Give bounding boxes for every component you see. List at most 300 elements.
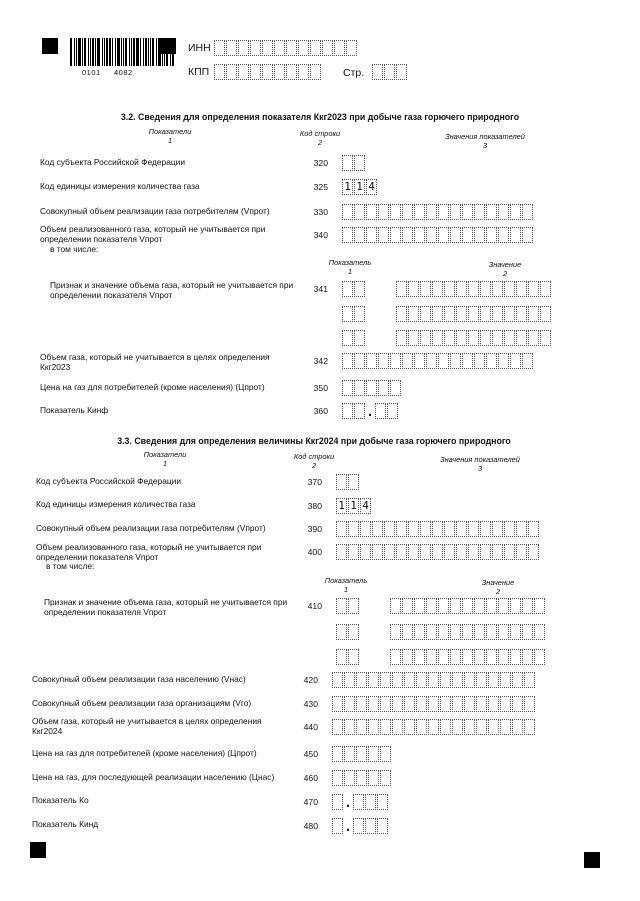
char-cell[interactable]: [504, 306, 515, 322]
char-cell[interactable]: [368, 672, 379, 688]
char-cell[interactable]: [402, 649, 413, 665]
char-cell[interactable]: [414, 624, 425, 640]
char-cell[interactable]: [214, 64, 225, 80]
char-cell[interactable]: [404, 672, 415, 688]
char-cell[interactable]: [346, 40, 357, 56]
char-cell[interactable]: [476, 696, 487, 712]
char-cell[interactable]: [344, 719, 355, 735]
char-cell[interactable]: [336, 598, 347, 614]
char-cell[interactable]: [365, 818, 376, 834]
char-cell[interactable]: [420, 544, 431, 560]
row-370-field[interactable]: [336, 474, 360, 490]
row-341-value-2[interactable]: [396, 306, 552, 322]
char-cell[interactable]: [450, 204, 461, 220]
char-cell[interactable]: [332, 770, 343, 786]
char-cell[interactable]: [438, 598, 449, 614]
char-cell[interactable]: [456, 544, 467, 560]
char-cell[interactable]: [274, 40, 285, 56]
char-cell[interactable]: [238, 64, 249, 80]
char-cell[interactable]: [534, 598, 545, 614]
char-cell[interactable]: [516, 330, 527, 346]
char-cell[interactable]: [474, 598, 485, 614]
char-cell[interactable]: [456, 306, 467, 322]
char-cell[interactable]: [510, 649, 521, 665]
char-cell[interactable]: [262, 40, 273, 56]
char-cell[interactable]: [516, 544, 527, 560]
char-cell[interactable]: [474, 353, 485, 369]
char-cell[interactable]: [332, 719, 343, 735]
char-cell[interactable]: [366, 353, 377, 369]
char-cell[interactable]: [356, 696, 367, 712]
char-cell[interactable]: [380, 746, 391, 762]
row-400-field[interactable]: [336, 544, 540, 560]
char-cell[interactable]: [384, 521, 395, 537]
char-cell[interactable]: [214, 40, 225, 56]
row-420-field[interactable]: [332, 672, 536, 688]
inn-field[interactable]: [214, 40, 358, 56]
char-cell[interactable]: [468, 544, 479, 560]
char-cell[interactable]: 1: [354, 179, 365, 195]
char-cell[interactable]: [468, 521, 479, 537]
char-cell[interactable]: [488, 719, 499, 735]
char-cell[interactable]: [392, 719, 403, 735]
char-cell[interactable]: [414, 227, 425, 243]
char-cell[interactable]: [440, 696, 451, 712]
char-cell[interactable]: [510, 353, 521, 369]
char-cell[interactable]: [462, 353, 473, 369]
char-cell[interactable]: [336, 649, 347, 665]
char-cell[interactable]: [440, 672, 451, 688]
char-cell[interactable]: [492, 330, 503, 346]
char-cell[interactable]: [504, 281, 515, 297]
char-cell[interactable]: [428, 719, 439, 735]
char-cell[interactable]: [342, 306, 353, 322]
char-cell[interactable]: [476, 719, 487, 735]
char-cell[interactable]: [420, 281, 431, 297]
char-cell[interactable]: [492, 544, 503, 560]
char-cell[interactable]: 1: [348, 498, 359, 514]
char-cell[interactable]: [528, 544, 539, 560]
page-number-field[interactable]: [372, 64, 408, 80]
char-cell[interactable]: [420, 521, 431, 537]
char-cell[interactable]: [402, 353, 413, 369]
char-cell[interactable]: [486, 624, 497, 640]
char-cell[interactable]: [444, 306, 455, 322]
char-cell[interactable]: [336, 544, 347, 560]
char-cell[interactable]: [510, 598, 521, 614]
row-342-field[interactable]: [342, 353, 534, 369]
char-cell[interactable]: [428, 696, 439, 712]
char-cell[interactable]: [322, 40, 333, 56]
char-cell[interactable]: [392, 696, 403, 712]
char-cell[interactable]: [250, 40, 261, 56]
char-cell[interactable]: [438, 204, 449, 220]
char-cell[interactable]: [528, 281, 539, 297]
char-cell[interactable]: [504, 521, 515, 537]
char-cell[interactable]: [408, 281, 419, 297]
row-410-sign-3[interactable]: [336, 649, 360, 665]
char-cell[interactable]: [432, 281, 443, 297]
char-cell[interactable]: [342, 380, 353, 396]
row-341-sign-2[interactable]: [342, 306, 366, 322]
char-cell[interactable]: [342, 403, 353, 419]
char-cell[interactable]: [396, 521, 407, 537]
char-cell[interactable]: [512, 696, 523, 712]
char-cell[interactable]: [390, 353, 401, 369]
char-cell[interactable]: [500, 696, 511, 712]
char-cell[interactable]: [375, 403, 386, 419]
row-410-value-1[interactable]: [390, 598, 546, 614]
kpp-field[interactable]: [214, 64, 322, 80]
char-cell[interactable]: [402, 204, 413, 220]
char-cell[interactable]: [540, 306, 551, 322]
char-cell[interactable]: 4: [366, 179, 377, 195]
char-cell[interactable]: [462, 204, 473, 220]
row-325-field[interactable]: [342, 179, 378, 195]
char-cell[interactable]: [390, 380, 401, 396]
row-390-field[interactable]: [336, 521, 540, 537]
char-cell[interactable]: [262, 64, 273, 80]
char-cell[interactable]: [348, 521, 359, 537]
char-cell[interactable]: [524, 672, 535, 688]
char-cell[interactable]: [486, 227, 497, 243]
char-cell[interactable]: [353, 818, 364, 834]
char-cell[interactable]: [534, 649, 545, 665]
row-440-field[interactable]: [332, 719, 536, 735]
char-cell[interactable]: [504, 544, 515, 560]
char-cell[interactable]: [450, 649, 461, 665]
char-cell[interactable]: [348, 624, 359, 640]
char-cell[interactable]: [368, 746, 379, 762]
row-480-field[interactable]: [332, 818, 389, 834]
char-cell[interactable]: [480, 521, 491, 537]
char-cell[interactable]: [372, 544, 383, 560]
char-cell[interactable]: [342, 227, 353, 243]
char-cell[interactable]: [524, 696, 535, 712]
char-cell[interactable]: [500, 719, 511, 735]
char-cell[interactable]: [238, 40, 249, 56]
char-cell[interactable]: [528, 521, 539, 537]
row-410-sign-1[interactable]: [336, 598, 360, 614]
char-cell[interactable]: [332, 794, 343, 810]
row-410-value-2[interactable]: [390, 624, 546, 640]
row-450-field[interactable]: [332, 746, 392, 762]
char-cell[interactable]: [250, 64, 261, 80]
char-cell[interactable]: [420, 330, 431, 346]
row-341-sign-1[interactable]: [342, 281, 366, 297]
char-cell[interactable]: [432, 544, 443, 560]
char-cell[interactable]: [432, 330, 443, 346]
char-cell[interactable]: [368, 719, 379, 735]
char-cell[interactable]: [416, 672, 427, 688]
row-341-sign-3[interactable]: [342, 330, 366, 346]
char-cell[interactable]: [396, 281, 407, 297]
char-cell[interactable]: [474, 624, 485, 640]
row-341-value-3[interactable]: [396, 330, 552, 346]
char-cell[interactable]: [354, 227, 365, 243]
row-360-field[interactable]: [342, 403, 399, 419]
char-cell[interactable]: [474, 649, 485, 665]
char-cell[interactable]: [408, 544, 419, 560]
char-cell[interactable]: [342, 281, 353, 297]
char-cell[interactable]: [396, 306, 407, 322]
char-cell[interactable]: [522, 624, 533, 640]
row-410-sign-2[interactable]: [336, 624, 360, 640]
char-cell[interactable]: [354, 155, 365, 171]
row-460-field[interactable]: [332, 770, 392, 786]
char-cell[interactable]: [456, 521, 467, 537]
char-cell[interactable]: [366, 380, 377, 396]
char-cell[interactable]: [450, 624, 461, 640]
char-cell[interactable]: [540, 281, 551, 297]
char-cell[interactable]: [522, 227, 533, 243]
char-cell[interactable]: [360, 544, 371, 560]
char-cell[interactable]: [390, 227, 401, 243]
char-cell[interactable]: [486, 598, 497, 614]
char-cell[interactable]: [354, 403, 365, 419]
char-cell[interactable]: [512, 672, 523, 688]
char-cell[interactable]: [377, 794, 388, 810]
char-cell[interactable]: [522, 204, 533, 220]
char-cell[interactable]: [498, 353, 509, 369]
char-cell[interactable]: [390, 598, 401, 614]
char-cell[interactable]: [384, 544, 395, 560]
char-cell[interactable]: [226, 64, 237, 80]
char-cell[interactable]: [522, 353, 533, 369]
char-cell[interactable]: [298, 64, 309, 80]
char-cell[interactable]: [450, 598, 461, 614]
char-cell[interactable]: [354, 204, 365, 220]
char-cell[interactable]: [372, 521, 383, 537]
char-cell[interactable]: [486, 649, 497, 665]
char-cell[interactable]: [510, 204, 521, 220]
char-cell[interactable]: [450, 227, 461, 243]
char-cell[interactable]: [528, 306, 539, 322]
char-cell[interactable]: [372, 64, 383, 80]
char-cell[interactable]: [408, 330, 419, 346]
row-330-field[interactable]: [342, 204, 534, 220]
char-cell[interactable]: [426, 204, 437, 220]
char-cell[interactable]: [522, 598, 533, 614]
char-cell[interactable]: [456, 281, 467, 297]
char-cell[interactable]: [444, 521, 455, 537]
char-cell[interactable]: [348, 598, 359, 614]
char-cell[interactable]: [354, 306, 365, 322]
char-cell[interactable]: [426, 598, 437, 614]
char-cell[interactable]: [390, 649, 401, 665]
char-cell[interactable]: [416, 719, 427, 735]
char-cell[interactable]: [310, 40, 321, 56]
char-cell[interactable]: [344, 672, 355, 688]
char-cell[interactable]: [354, 353, 365, 369]
char-cell[interactable]: [492, 281, 503, 297]
char-cell[interactable]: [380, 672, 391, 688]
char-cell[interactable]: [468, 281, 479, 297]
char-cell[interactable]: [368, 696, 379, 712]
char-cell[interactable]: [404, 719, 415, 735]
char-cell[interactable]: [498, 624, 509, 640]
char-cell[interactable]: [332, 746, 343, 762]
char-cell[interactable]: [360, 521, 371, 537]
char-cell[interactable]: [480, 544, 491, 560]
char-cell[interactable]: [524, 719, 535, 735]
char-cell[interactable]: [498, 598, 509, 614]
char-cell[interactable]: [342, 155, 353, 171]
char-cell[interactable]: [414, 598, 425, 614]
char-cell[interactable]: [354, 330, 365, 346]
char-cell[interactable]: [420, 306, 431, 322]
char-cell[interactable]: [426, 353, 437, 369]
char-cell[interactable]: [408, 306, 419, 322]
char-cell[interactable]: [534, 624, 545, 640]
char-cell[interactable]: [462, 227, 473, 243]
char-cell[interactable]: [510, 624, 521, 640]
char-cell[interactable]: [452, 719, 463, 735]
char-cell[interactable]: [356, 746, 367, 762]
char-cell[interactable]: [498, 204, 509, 220]
char-cell[interactable]: [516, 521, 527, 537]
char-cell[interactable]: [310, 64, 321, 80]
char-cell[interactable]: [344, 696, 355, 712]
char-cell[interactable]: [468, 330, 479, 346]
char-cell[interactable]: [366, 204, 377, 220]
char-cell[interactable]: [464, 696, 475, 712]
row-410-value-3[interactable]: [390, 649, 546, 665]
char-cell[interactable]: [468, 306, 479, 322]
char-cell[interactable]: [504, 330, 515, 346]
char-cell[interactable]: [298, 40, 309, 56]
char-cell[interactable]: [492, 521, 503, 537]
char-cell[interactable]: [440, 719, 451, 735]
char-cell[interactable]: [348, 544, 359, 560]
char-cell[interactable]: [396, 64, 407, 80]
char-cell[interactable]: [414, 353, 425, 369]
char-cell[interactable]: [528, 330, 539, 346]
char-cell[interactable]: [432, 521, 443, 537]
char-cell[interactable]: [516, 306, 527, 322]
char-cell[interactable]: [332, 696, 343, 712]
char-cell[interactable]: [438, 353, 449, 369]
char-cell[interactable]: [368, 770, 379, 786]
char-cell[interactable]: [354, 281, 365, 297]
char-cell[interactable]: [408, 521, 419, 537]
row-350-field[interactable]: [342, 380, 402, 396]
char-cell[interactable]: [432, 306, 443, 322]
char-cell[interactable]: [332, 672, 343, 688]
char-cell[interactable]: [378, 204, 389, 220]
char-cell[interactable]: [396, 330, 407, 346]
char-cell[interactable]: [378, 353, 389, 369]
char-cell[interactable]: 4: [360, 498, 371, 514]
char-cell[interactable]: [452, 672, 463, 688]
char-cell[interactable]: [336, 624, 347, 640]
char-cell[interactable]: [402, 624, 413, 640]
char-cell[interactable]: [384, 64, 395, 80]
char-cell[interactable]: [402, 598, 413, 614]
char-cell[interactable]: [377, 818, 388, 834]
char-cell[interactable]: [387, 403, 398, 419]
char-cell[interactable]: [488, 696, 499, 712]
char-cell[interactable]: [342, 204, 353, 220]
char-cell[interactable]: [464, 719, 475, 735]
char-cell[interactable]: [444, 544, 455, 560]
char-cell[interactable]: [476, 672, 487, 688]
char-cell[interactable]: [474, 204, 485, 220]
char-cell[interactable]: [380, 770, 391, 786]
char-cell[interactable]: [438, 227, 449, 243]
char-cell[interactable]: [498, 227, 509, 243]
char-cell[interactable]: [226, 40, 237, 56]
char-cell[interactable]: [354, 380, 365, 396]
char-cell[interactable]: [336, 474, 347, 490]
char-cell[interactable]: [522, 649, 533, 665]
char-cell[interactable]: [498, 649, 509, 665]
char-cell[interactable]: [486, 204, 497, 220]
char-cell[interactable]: 1: [342, 179, 353, 195]
char-cell[interactable]: [404, 696, 415, 712]
char-cell[interactable]: [414, 649, 425, 665]
row-320-field[interactable]: [342, 155, 366, 171]
char-cell[interactable]: [540, 330, 551, 346]
char-cell[interactable]: [390, 624, 401, 640]
char-cell[interactable]: [348, 474, 359, 490]
char-cell[interactable]: [378, 380, 389, 396]
char-cell[interactable]: [488, 672, 499, 688]
char-cell[interactable]: [480, 281, 491, 297]
char-cell[interactable]: [356, 719, 367, 735]
char-cell[interactable]: [426, 624, 437, 640]
char-cell[interactable]: [344, 770, 355, 786]
char-cell[interactable]: [452, 696, 463, 712]
row-340-field[interactable]: [342, 227, 534, 243]
char-cell[interactable]: [380, 719, 391, 735]
row-470-field[interactable]: [332, 794, 389, 810]
char-cell[interactable]: [353, 794, 364, 810]
char-cell[interactable]: [450, 353, 461, 369]
char-cell[interactable]: [462, 649, 473, 665]
row-341-value-1[interactable]: [396, 281, 552, 297]
char-cell[interactable]: [356, 672, 367, 688]
char-cell[interactable]: [342, 353, 353, 369]
char-cell[interactable]: [274, 64, 285, 80]
char-cell[interactable]: [456, 330, 467, 346]
char-cell[interactable]: [286, 64, 297, 80]
char-cell[interactable]: [462, 624, 473, 640]
char-cell[interactable]: [332, 818, 343, 834]
row-380-field[interactable]: [336, 498, 372, 514]
char-cell[interactable]: [486, 353, 497, 369]
char-cell[interactable]: [438, 649, 449, 665]
char-cell[interactable]: [342, 330, 353, 346]
char-cell[interactable]: [438, 624, 449, 640]
char-cell[interactable]: [390, 204, 401, 220]
char-cell[interactable]: [500, 672, 511, 688]
char-cell[interactable]: [365, 794, 376, 810]
char-cell[interactable]: [380, 696, 391, 712]
char-cell[interactable]: [426, 649, 437, 665]
char-cell[interactable]: [416, 696, 427, 712]
char-cell[interactable]: [396, 544, 407, 560]
char-cell[interactable]: 1: [336, 498, 347, 514]
char-cell[interactable]: [428, 672, 439, 688]
char-cell[interactable]: [444, 281, 455, 297]
char-cell[interactable]: [492, 306, 503, 322]
char-cell[interactable]: [366, 227, 377, 243]
char-cell[interactable]: [378, 227, 389, 243]
char-cell[interactable]: [348, 649, 359, 665]
char-cell[interactable]: [462, 598, 473, 614]
char-cell[interactable]: [344, 746, 355, 762]
